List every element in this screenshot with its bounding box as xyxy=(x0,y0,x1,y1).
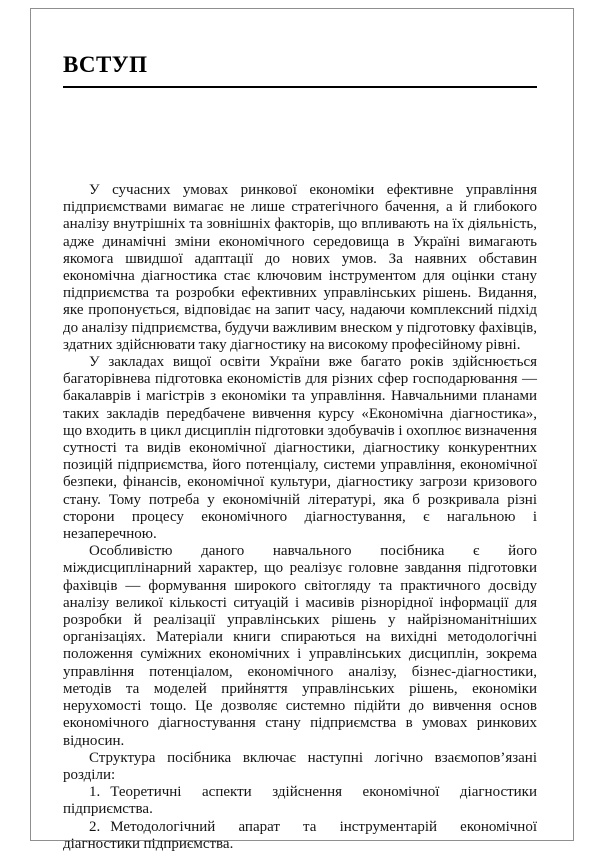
list-item-2-number: 2. xyxy=(89,818,101,835)
paragraph-3: Особливістю даного навчального посібника є його міждисциплінарний характер, що реалізує головне завдання підготовки фахівців — формування широкого світогляду та практичного досвіду аналізу великої кількості ситуацій і масивів різнорідної інформації для розробки й реалізації управлінських рішень у найрізноманітніших організаціях. Матеріали книги спираються на вихідні методологічні положення суміжних економічних і управлінських дисциплін, зокрема управління потенціалом, економічного аналізу, бізнес-діагностики, методів та моделей прийняття управлінських рішень, економіки нерухомості тощо. Це дозволяє системно підійти до вивчення основ економічного діагностування стану підприємства в умовах ринкових відносин. xyxy=(63,543,537,749)
list-item-2 xyxy=(63,819,537,853)
list-item-1 xyxy=(63,784,537,818)
list-item-2-text: Методологічний апарат та інструментарій економічної діагностики підприємства. xyxy=(63,818,537,852)
book-page-content xyxy=(63,52,537,853)
body-text xyxy=(63,182,537,853)
list-item-1-number: 1. xyxy=(89,784,101,801)
paragraph-1: У сучасних умовах ринкової економіки ефективне управління підприємствами вимагає не лише стратегічного бачення, а й глибокого аналізу внутрішніх та зовнішніх факторів, що впливають на їх діяльність, адже динамічні зміни економічного середовища в Україні вимагають якомога швидшої адаптації до нових умов. За наявних обставин економічна діагностика стає ключовим інструментом для оцінки стану підприємства та розробки ефективних управлінських рішень. Видання, яке пропонується, відповідає на запит часу, надаючи комплексний підхід до аналізу підприємства, будучи важливим внеском у підготовку фахівців, здатних здійснювати таку діагностику на високому професійному рівні. xyxy=(63,182,537,353)
list-item-1-text: Теоретичні аспекти здійснення економічної діагностики підприємства. xyxy=(63,784,537,818)
page-title: ВСТУП xyxy=(63,52,148,77)
paragraph-2: У закладах вищої освіти України вже багато років здійснюється багаторівнева підготовка економістів для різних сфер господарювання — бакалаврів і магістрів з економіки та управління. Навчальними планами таких закладів передбачене вивчення курсу «Економічна діагностика», що входить в цикл дисциплін підготовки здобувачів і охоплює визначення сутності та видів економічної діагностики, діагностику конкурентних позицій підприємства, його потенціалу, системи управління, економічної безпеки, фінансів, економічної культури, діагностику загрози кризового стану. Тому потреба у економічній літературі, яка б розкривала різні сторони процесу економічного діагностування, є нагальною і незаперечною. xyxy=(63,354,537,543)
paragraph-4: Структура посібника включає наступні логічно взаємопов’язані розділи: xyxy=(63,749,537,783)
title-rule xyxy=(63,86,537,88)
